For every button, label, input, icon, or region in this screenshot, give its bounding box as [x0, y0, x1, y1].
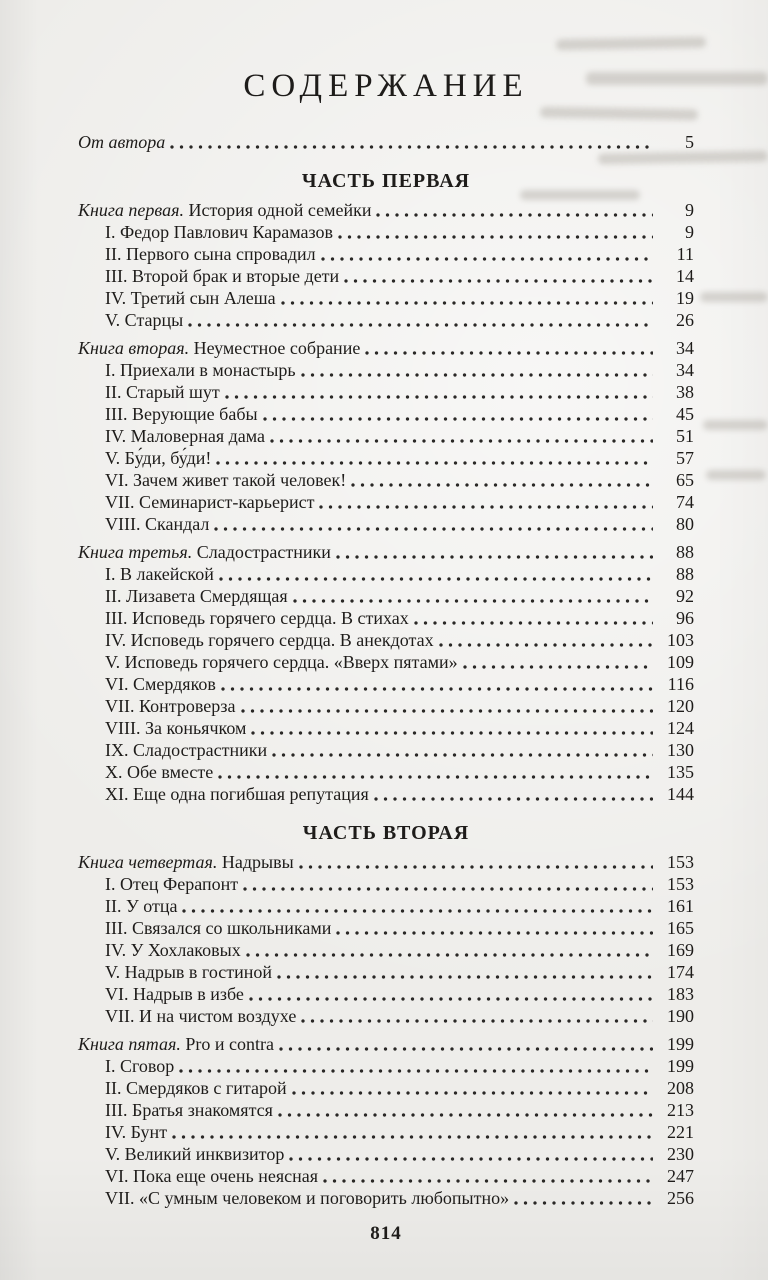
toc-entry-label	[105, 983, 244, 1005]
dot-leader	[241, 695, 653, 717]
dot-leader	[278, 1099, 653, 1121]
toc-entry-label	[105, 243, 316, 265]
toc-entry	[78, 873, 694, 895]
toc-entry	[78, 563, 694, 585]
toc-entry-label	[78, 131, 165, 153]
toc-entry-text: VI. Пока еще очень неясная	[105, 1166, 319, 1186]
toc-entry	[78, 513, 694, 535]
toc-entry-label	[105, 1187, 509, 1209]
bleed-through-mark	[703, 420, 768, 430]
toc-entry-label	[105, 651, 458, 673]
toc-entry-label	[105, 673, 216, 695]
toc-entry-text: I. В лакейской	[105, 564, 214, 584]
toc-entry	[78, 783, 694, 805]
toc-entry-label	[105, 1121, 167, 1143]
toc-entry-text: II. Смердяков с гитарой	[105, 1078, 287, 1098]
part-heading: ЧАСТЬ ПЕРВАЯ	[301, 170, 471, 192]
toc-entry	[78, 1055, 694, 1077]
toc-entry-page: 183	[667, 984, 694, 1004]
toc-entry	[78, 1143, 694, 1165]
dot-leader	[292, 1077, 653, 1099]
toc-entry-label	[105, 491, 314, 513]
toc-book-name: Книга первая.	[78, 200, 189, 220]
toc-entry-label	[105, 309, 183, 331]
toc-entry-text: Неуместное собрание	[193, 338, 361, 358]
toc-entry-text: IV. У Хохлаковых	[105, 940, 241, 960]
toc-entry-page: 153	[667, 852, 694, 872]
toc-entry-text: III. Исповедь горячего сердца. В стихах	[105, 608, 409, 628]
toc-entry-page: 221	[667, 1122, 694, 1142]
toc-entry	[78, 131, 694, 153]
toc-book-name: Книга вторая.	[78, 338, 194, 358]
dot-leader	[221, 673, 653, 695]
dot-leader	[281, 287, 653, 309]
dot-leader	[218, 761, 653, 783]
toc-entry-label	[105, 1005, 296, 1027]
toc-entry-page: 109	[667, 652, 694, 672]
toc-entry-label	[105, 381, 220, 403]
toc-entry-label	[105, 1143, 284, 1165]
dot-leader	[216, 447, 653, 469]
bleed-through-mark	[706, 470, 766, 480]
dot-leader	[344, 265, 653, 287]
dot-leader	[279, 1033, 653, 1055]
toc-book-name: Книга четвертая.	[78, 852, 222, 872]
toc-entry-text: V. Бу́ди, бу́ди!	[105, 448, 212, 468]
toc-entry-text: VI. Смердяков	[105, 674, 216, 694]
dot-leader	[376, 199, 653, 221]
dot-leader	[249, 983, 653, 1005]
toc-entry-text: IV. Исповедь горячего сердца. В анекдотах	[105, 630, 434, 650]
toc-entry-text: IX. Сладострастники	[105, 740, 268, 760]
toc-entry-label	[78, 1033, 274, 1055]
toc-entry-text: Сладострастники	[196, 542, 331, 562]
toc-entry-page: 256	[667, 1188, 694, 1208]
toc-entry	[78, 761, 694, 783]
dot-leader	[243, 873, 653, 895]
toc-entry-text: VII. «С умным человеком и поговорить любопытно»	[105, 1188, 510, 1208]
toc-entry-page: 11	[676, 244, 694, 264]
toc-entry-text: X. Обе вместе	[105, 762, 214, 782]
toc-entry-page: 38	[676, 382, 694, 402]
toc-entry	[78, 585, 694, 607]
toc-entry-text: VII. Семинарист-карьерист	[105, 492, 315, 512]
toc-entry-label	[105, 359, 296, 381]
dot-leader	[289, 1143, 653, 1165]
toc-entry-text: V. Надрыв в гостиной	[105, 962, 273, 982]
toc-entry-text: I. Отец Ферапонт	[105, 874, 239, 894]
toc-entry-label	[105, 221, 333, 243]
toc-entry-label	[105, 287, 276, 309]
toc-entry	[78, 403, 694, 425]
toc-book-name: Книга пятая.	[78, 1034, 186, 1054]
dot-leader	[251, 717, 653, 739]
dot-leader	[351, 469, 653, 491]
toc-entry-label	[105, 761, 213, 783]
toc-entry	[78, 607, 694, 629]
dot-leader	[323, 1165, 653, 1187]
toc-entry-text: I. Федор Павлович Карамазов	[105, 222, 334, 242]
dot-leader	[365, 337, 653, 359]
toc-entry-page: 80	[676, 514, 694, 534]
page-number: 814	[370, 1223, 402, 1244]
toc-entry-label	[105, 513, 209, 535]
toc-entry-page: 174	[667, 962, 694, 982]
toc-entry-label	[105, 629, 434, 651]
toc-entry	[78, 199, 694, 221]
toc-entry-text: III. Связался со школьниками	[105, 918, 332, 938]
dot-leader	[336, 917, 653, 939]
dot-leader	[293, 585, 653, 607]
toc-entry-label	[105, 783, 369, 805]
dot-leader	[374, 783, 653, 805]
toc-entry-text: II. У отца	[105, 896, 178, 916]
toc-entry-label	[105, 717, 246, 739]
toc-entry	[78, 917, 694, 939]
toc-entry-label	[105, 563, 214, 585]
part-heading: ЧАСТЬ ВТОРАЯ	[302, 822, 470, 844]
toc-entry-text: VII. Контроверза	[105, 696, 236, 716]
toc-entry	[78, 541, 694, 563]
toc-entry-label	[105, 917, 331, 939]
dot-leader	[277, 961, 653, 983]
toc-entry	[78, 695, 694, 717]
toc-entry-page: 26	[676, 310, 694, 330]
dot-leader	[246, 939, 653, 961]
bleed-through-mark	[556, 37, 706, 51]
toc-entry-text: V. Исповедь горячего сердца. «Вверх пятами»	[105, 652, 458, 672]
toc-entry-label	[105, 265, 339, 287]
toc-entry-page: 88	[676, 542, 694, 562]
toc-entry-label	[105, 447, 211, 469]
toc-entry-page: 120	[667, 696, 694, 716]
toc-entry	[78, 673, 694, 695]
toc-entry	[78, 265, 694, 287]
toc-entry-text: I. Сговор	[105, 1056, 175, 1076]
bleed-through-mark	[540, 107, 698, 121]
toc-entry	[78, 961, 694, 983]
dot-leader	[321, 243, 653, 265]
toc-entry	[78, 1099, 694, 1121]
toc-entry-text: III. Верующие бабы	[105, 404, 258, 424]
toc-entry	[78, 1121, 694, 1143]
toc-entry-text: II. Лизавета Смердящая	[105, 586, 288, 606]
toc-entry-label	[105, 607, 409, 629]
toc-entry-text: Надрывы	[221, 852, 294, 872]
toc-entry-page: 19	[676, 288, 694, 308]
dot-leader	[319, 491, 653, 513]
dot-leader	[301, 359, 653, 381]
toc-entry-label	[78, 337, 360, 359]
toc-entry-text: VI. Зачем живет такой человек!	[105, 470, 347, 490]
toc-entry	[78, 1077, 694, 1099]
toc-entry	[78, 983, 694, 1005]
toc-entry	[78, 1165, 694, 1187]
toc-entry-page: 190	[667, 1006, 694, 1026]
toc-entry-page: 213	[667, 1100, 694, 1120]
toc-entry-page: 9	[685, 200, 694, 220]
dot-leader	[272, 739, 653, 761]
toc-entry-text: VIII. Скандал	[105, 514, 210, 534]
toc-entry	[78, 337, 694, 359]
toc-entry-page: 165	[667, 918, 694, 938]
toc-entry-text: IV. Бунт	[105, 1122, 168, 1142]
toc-entry-page: 116	[667, 674, 694, 694]
toc-entry	[78, 1187, 694, 1209]
toc-entry-label	[105, 585, 288, 607]
toc-entry-page: 169	[667, 940, 694, 960]
toc-entry	[78, 491, 694, 513]
toc-entry-page: 5	[685, 132, 694, 152]
dot-leader	[179, 1055, 653, 1077]
toc-entry-text: XI. Еще одна погибшая репутация	[105, 784, 369, 804]
toc-entry-text: История одной семейки	[188, 200, 372, 220]
toc-entry-label	[105, 1077, 287, 1099]
toc-entry-label	[78, 199, 371, 221]
toc-entry-text: От автора	[78, 132, 166, 152]
toc-entry-page: 124	[667, 718, 694, 738]
toc-entry	[78, 629, 694, 651]
toc-entry	[78, 651, 694, 673]
toc-entry	[78, 447, 694, 469]
toc-entry	[78, 425, 694, 447]
dot-leader	[338, 221, 653, 243]
toc-entry-page: 135	[667, 762, 694, 782]
toc-entry-page: 88	[676, 564, 694, 584]
toc-entry	[78, 1033, 694, 1055]
toc-entry-label	[78, 541, 331, 563]
toc-entry	[78, 221, 694, 243]
toc-entry-page: 74	[676, 492, 694, 512]
toc-entry	[78, 1005, 694, 1027]
dot-leader	[301, 1005, 653, 1027]
toc-entry	[78, 243, 694, 265]
dot-leader	[188, 309, 653, 331]
toc-entry	[78, 895, 694, 917]
dot-leader	[463, 651, 653, 673]
toc-entry-page: 45	[676, 404, 694, 424]
toc-entry-page: 9	[685, 222, 694, 242]
toc-entry-text: II. Старый шут	[105, 382, 220, 402]
page-title: СОДЕРЖАНИЕ	[243, 68, 529, 104]
toc-entry-page: 161	[667, 896, 694, 916]
dot-leader	[514, 1187, 653, 1209]
toc-entry	[78, 381, 694, 403]
toc-entry-text: V. Старцы	[105, 310, 184, 330]
toc-entry-page: 199	[667, 1056, 694, 1076]
toc-entry-page: 130	[667, 740, 694, 760]
toc-entry-label	[105, 469, 346, 491]
toc-entry-page: 96	[676, 608, 694, 628]
dot-leader	[219, 563, 653, 585]
toc-entry-page: 57	[676, 448, 694, 468]
toc-entry-label	[105, 425, 265, 447]
toc-entry-label	[105, 961, 272, 983]
toc-entry-text: Pro и contra	[185, 1034, 274, 1054]
dot-leader	[263, 403, 653, 425]
dot-leader	[414, 607, 653, 629]
toc-entry-label	[105, 895, 177, 917]
toc-entry-page: 14	[676, 266, 694, 286]
toc-entry	[78, 851, 694, 873]
dot-leader	[336, 541, 653, 563]
toc-entry-label	[78, 851, 294, 873]
toc-entry-text: III. Братья знакомятся	[105, 1100, 273, 1120]
toc-entry	[78, 469, 694, 491]
toc-entry-page: 34	[676, 338, 694, 358]
dot-leader	[182, 895, 653, 917]
toc-entry-text: II. Первого сына спровадил	[105, 244, 316, 264]
toc-entry-page: 144	[667, 784, 694, 804]
toc-entry-page: 247	[667, 1166, 694, 1186]
toc-entry-page: 208	[667, 1078, 694, 1098]
dot-leader	[439, 629, 653, 651]
toc-entry-label	[105, 1055, 174, 1077]
dot-leader	[214, 513, 653, 535]
toc-entry	[78, 309, 694, 331]
toc-entry-text: IV. Маловерная дама	[105, 426, 265, 446]
toc-entry-text: VI. Надрыв в избе	[105, 984, 244, 1004]
dot-leader	[172, 1121, 653, 1143]
dot-leader	[225, 381, 653, 403]
bleed-through-mark	[700, 292, 768, 302]
toc-entry-text: V. Великий инквизитор	[105, 1144, 285, 1164]
toc-entry	[78, 359, 694, 381]
toc-entry-page: 199	[667, 1034, 694, 1054]
toc-entry	[78, 717, 694, 739]
dot-leader	[270, 425, 653, 447]
toc-entry-text: III. Второй брак и вторые дети	[105, 266, 340, 286]
toc-entry-label	[105, 695, 236, 717]
table-of-contents	[78, 131, 694, 1209]
toc-entry-page: 103	[667, 630, 694, 650]
toc-entry-label	[105, 739, 267, 761]
dot-leader	[170, 131, 653, 153]
toc-entry-page: 65	[676, 470, 694, 490]
toc-entry-label	[105, 873, 238, 895]
toc-entry-text: I. Приехали в монастырь	[105, 360, 296, 380]
toc-entry	[78, 739, 694, 761]
toc-entry-label	[105, 1099, 273, 1121]
toc-entry-page: 34	[676, 360, 694, 380]
toc-entry-label	[105, 403, 258, 425]
toc-entry-page: 230	[667, 1144, 694, 1164]
toc-book-name: Книга третья.	[78, 542, 197, 562]
toc-entry-text: IV. Третий сын Алеша	[105, 288, 276, 308]
dot-leader	[299, 851, 653, 873]
toc-entry	[78, 287, 694, 309]
toc-entry-page: 153	[667, 874, 694, 894]
toc-entry-page: 92	[676, 586, 694, 606]
toc-entry-text: VII. И на чистом воздухе	[105, 1006, 297, 1026]
toc-entry-label	[105, 939, 241, 961]
toc-entry-text: VIII. За коньячком	[105, 718, 247, 738]
toc-entry	[78, 939, 694, 961]
toc-entry-page: 51	[676, 426, 694, 446]
toc-entry-label	[105, 1165, 318, 1187]
